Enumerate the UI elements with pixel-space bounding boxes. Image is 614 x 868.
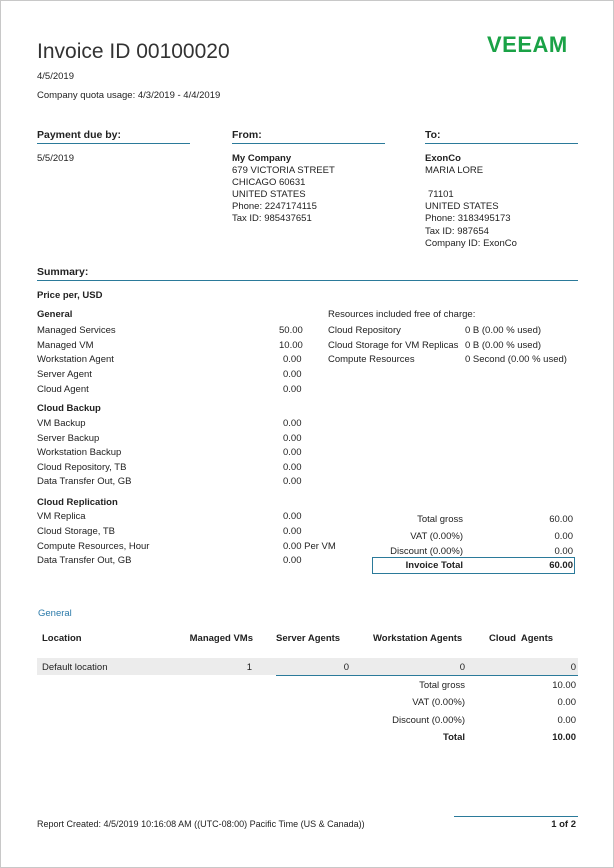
table-divider (276, 675, 578, 676)
from-country: UNITED STATES (232, 189, 306, 201)
row-location: Default location (42, 662, 108, 673)
replication-heading: Cloud Replication (37, 497, 118, 508)
col-location: Location (42, 633, 82, 644)
summary-discount-value: 0.00 (554, 546, 573, 557)
general-label-0: Managed Services (37, 325, 116, 336)
backup-value-3: 0.00 (283, 462, 302, 473)
general-label-2: Workstation Agent (37, 354, 114, 365)
replication-value-2: 0.00 Per VM (283, 541, 336, 552)
backup-heading: Cloud Backup (37, 403, 101, 414)
free-label-2: Compute Resources (328, 354, 415, 365)
replication-value-0: 0.00 (283, 511, 302, 522)
table-vat-value: 0.00 (557, 697, 576, 708)
footer-divider (454, 816, 578, 817)
general-label-3: Server Agent (37, 369, 92, 380)
from-street: 679 VICTORIA STREET (232, 165, 335, 177)
summary-vat-value: 0.00 (554, 531, 573, 542)
free-heading: Resources included free of charge: (328, 309, 476, 320)
replication-label-2: Compute Resources, Hour (37, 541, 150, 552)
invoice-date: 4/5/2019 (37, 71, 74, 82)
to-company-id: Company ID: ExonCo (425, 237, 517, 249)
veeam-logo: VEEAM (487, 32, 568, 57)
replication-value-1: 0.00 (283, 526, 302, 537)
from-phone: Phone: 2247174115 (232, 201, 317, 213)
to-blank-line (425, 177, 517, 189)
quota-usage: Company quota usage: 4/3/2019 - 4/4/2019 (37, 90, 221, 101)
general-label-4: Cloud Agent (37, 384, 89, 395)
col-workstation-agents: Workstation Agents (373, 633, 463, 644)
table-total-gross-value: 10.00 (552, 680, 576, 691)
free-label-1: Cloud Storage for VM Replicas (328, 340, 459, 351)
table-total-label: Total (443, 732, 465, 743)
from-address (232, 153, 335, 226)
to-address (425, 153, 517, 250)
from-company: My Company (232, 153, 292, 164)
general-value-0: 50.00 (279, 325, 303, 336)
backup-label-1: Server Backup (37, 433, 100, 444)
general-heading: General (37, 309, 73, 320)
summary-vat-label: VAT (0.00%) (410, 531, 463, 542)
replication-value-3: 0.00 (283, 555, 302, 566)
table-total-value: 10.00 (552, 732, 576, 743)
summary-total-gross-label: Total gross (417, 514, 463, 525)
backup-value-1: 0.00 (283, 433, 302, 444)
to-phone: Phone: 3183495173 (425, 213, 511, 225)
to-contact: MARIA LORE (425, 165, 484, 177)
table-discount-label: Discount (0.00%) (392, 715, 465, 726)
from-taxid: Tax ID: 985437651 (232, 213, 312, 225)
row-workstation-agents: 0 (459, 662, 465, 673)
backup-value-0: 0.00 (283, 418, 302, 429)
report-created: Report Created: 4/5/2019 10:16:08 AM ((UTC-08:00) Pacific Time (US & Canada)) (37, 819, 365, 829)
from-city: CHICAGO 60631 (232, 177, 306, 189)
backup-label-4: Data Transfer Out, GB (37, 476, 132, 487)
summary-label: Summary: (37, 266, 578, 281)
replication-label-3: Data Transfer Out, GB (37, 555, 132, 566)
backup-value-4: 0.00 (283, 476, 302, 487)
general-value-2: 0.00 (283, 354, 302, 365)
table-vat-label: VAT (0.00%) (412, 697, 465, 708)
col-managed-vms: Managed VMs (189, 633, 253, 644)
backup-label-3: Cloud Repository, TB (37, 462, 127, 473)
payment-due-label: Payment due by: (37, 129, 190, 144)
general-label-1: Managed VM (37, 340, 94, 351)
row-server-agents: 0 (343, 662, 349, 673)
general-value-1: 10.00 (279, 340, 303, 351)
invoice-total-value: 60.00 (549, 560, 573, 571)
summary-discount-label: Discount (0.00%) (390, 546, 463, 557)
row-managed-vms: 1 (246, 662, 252, 673)
page-number: 1 of 2 (551, 819, 576, 830)
replication-label-1: Cloud Storage, TB (37, 526, 115, 537)
free-value-0: 0 B (0.00 % used) (465, 325, 542, 336)
row-cloud-agents: 0 (570, 662, 576, 673)
invoice-total-label: Invoice Total (405, 560, 463, 571)
invoice-title: Invoice ID 00100020 (37, 40, 230, 63)
general-table-title: General (38, 608, 72, 619)
to-country: UNITED STATES (425, 201, 499, 213)
summary-total-gross-value: 60.00 (549, 514, 573, 525)
free-value-2: 0 Second (0.00 % used) (465, 354, 567, 365)
price-per-label: Price per, USD (37, 290, 103, 301)
general-value-4: 0.00 (283, 384, 302, 395)
from-label: From: (232, 129, 385, 144)
backup-label-2: Workstation Backup (37, 447, 122, 458)
to-company: ExonCo (425, 153, 461, 164)
free-label-0: Cloud Repository (328, 325, 401, 336)
to-taxid: Tax ID: 987654 (425, 225, 489, 237)
table-total-gross-label: Total gross (419, 680, 465, 691)
col-cloud-agents: Cloud Agents (489, 633, 554, 644)
backup-label-0: VM Backup (37, 418, 86, 429)
backup-value-2: 0.00 (283, 447, 302, 458)
col-server-agents: Server Agents (276, 633, 341, 644)
to-label: To: (425, 129, 578, 144)
general-value-3: 0.00 (283, 369, 302, 380)
to-zip: 71101 (428, 189, 454, 201)
replication-label-0: VM Replica (37, 511, 86, 522)
free-value-1: 0 B (0.00 % used) (465, 340, 542, 351)
payment-due-value: 5/5/2019 (37, 153, 74, 164)
table-discount-value: 0.00 (557, 715, 576, 726)
